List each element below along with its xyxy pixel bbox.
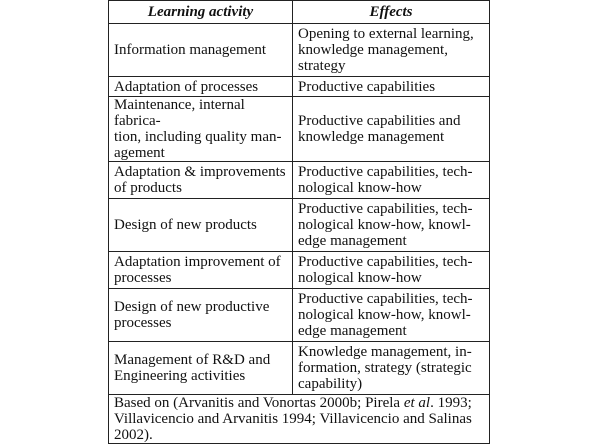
effects-text: Productive capabilities, tech- nological know-how — [298, 254, 473, 286]
learning-activities-table — [108, 0, 490, 444]
effects-cell — [293, 252, 490, 289]
footnote-cell — [109, 395, 490, 444]
effects-text: Productive capabilities — [298, 78, 436, 95]
effects-cell — [293, 162, 490, 199]
footnote-italic-text: et al — [403, 395, 431, 411]
activity-text: Adaptation improvement of processes — [114, 254, 281, 286]
activity-cell — [109, 289, 293, 342]
table-row — [109, 97, 490, 162]
footnote-text-end: . 1993; Villavicencio and Arvanitis 1994; Villavicencio and Salinas 2002). — [114, 395, 472, 443]
activity-text: Design of new productive processes — [114, 299, 270, 331]
effects-cell — [293, 342, 490, 395]
header-learning-activity: Learning activity — [109, 1, 293, 24]
activity-cell — [109, 24, 293, 77]
effects-cell — [293, 289, 490, 342]
learning-activities-table-frame — [108, 0, 489, 443]
activity-cell — [109, 97, 293, 162]
activity-text: Design of new products — [114, 217, 257, 233]
activity-cell — [109, 77, 293, 97]
activity-cell — [109, 342, 293, 395]
activity-cell — [109, 162, 293, 199]
table-row — [109, 252, 490, 289]
header-effects: Effects — [293, 1, 490, 24]
table-row — [109, 162, 490, 199]
activity-text: Adaptation & improvements of products — [114, 164, 286, 196]
effects-text: Knowledge management, in- formation, strategy (strategic capability) — [298, 344, 472, 392]
effects-cell — [293, 199, 490, 252]
footnote-text-start: Based on (Arvanitis and Vonortas 2000b; Pirela — [114, 395, 404, 411]
table-row — [109, 342, 490, 395]
table-header-row — [109, 1, 490, 24]
activity-text: Information management — [114, 42, 267, 58]
activity-text: Maintenance, internal fabrica- tion, including quality man- agement — [114, 97, 282, 161]
activity-cell — [109, 199, 293, 252]
effects-cell — [293, 77, 490, 97]
table-row — [109, 199, 490, 252]
effects-text: Productive capabilities and knowledge management — [298, 113, 461, 145]
footnote-row — [109, 395, 490, 444]
table-row — [109, 24, 490, 77]
effects-cell — [293, 24, 490, 77]
table-row — [109, 77, 490, 97]
effects-text: Productive capabilities, tech- nological know-how, knowl- edge management — [298, 201, 473, 249]
effects-cell — [293, 97, 490, 162]
effects-text: Productive capabilities, tech- nological know-how, knowl- edge management — [298, 291, 473, 339]
activity-text: Management of R&D and Engineering activities — [114, 352, 271, 384]
footnote-text — [114, 395, 484, 443]
table-row — [109, 289, 490, 342]
effects-text: Productive capabilities, tech- nological know-how — [298, 164, 473, 196]
activity-text: Adaptation of processes — [114, 78, 259, 95]
effects-text: Opening to external learning, knowledge management, strategy — [298, 26, 474, 74]
activity-cell — [109, 252, 293, 289]
